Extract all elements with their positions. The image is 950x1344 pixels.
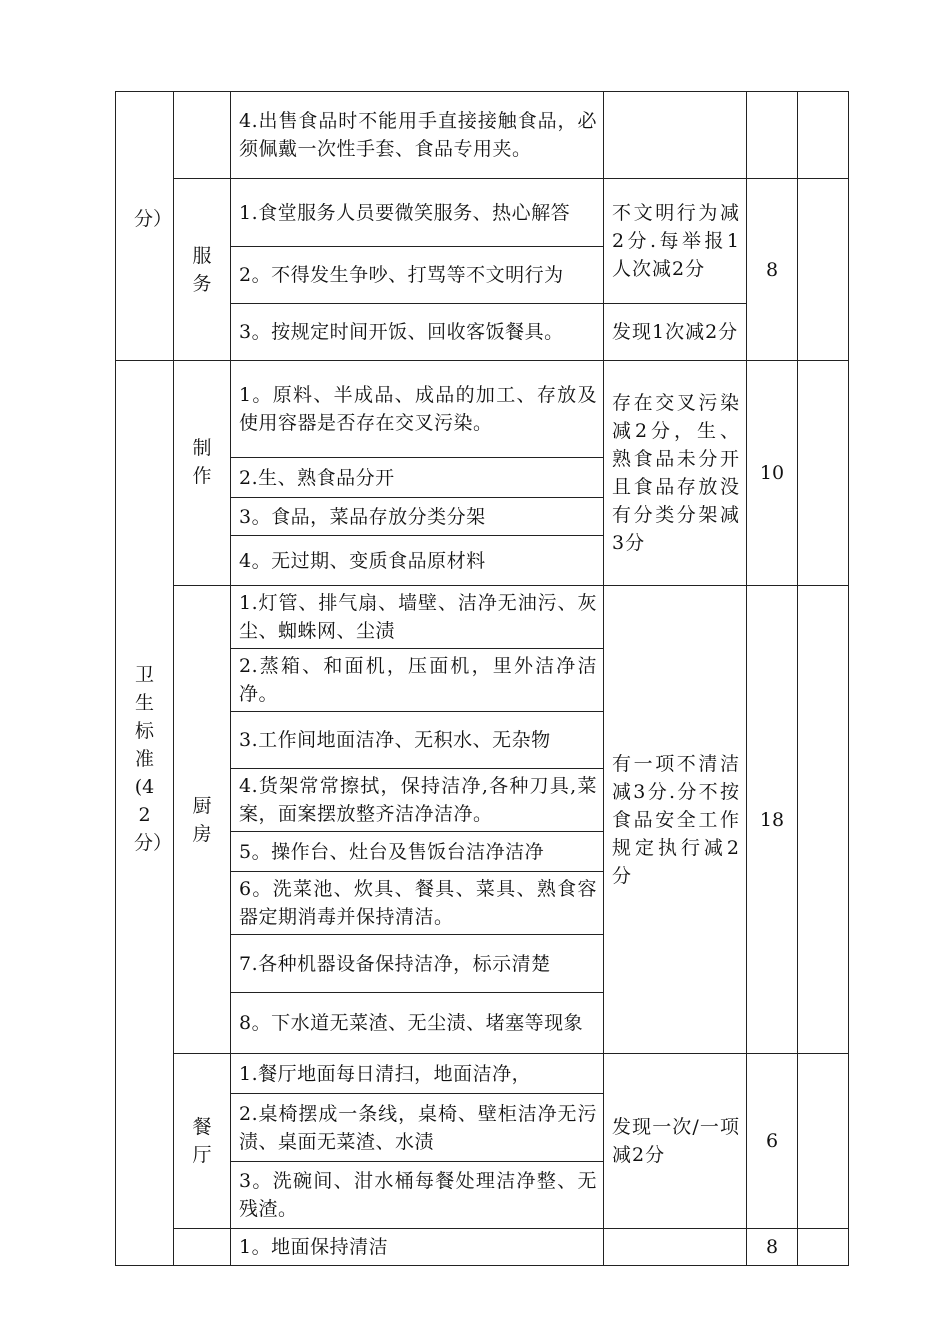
category-cell-prev (116, 92, 174, 361)
table-row (116, 92, 849, 179)
subcategory-cell-service (174, 179, 231, 361)
subcategory-cell-kitchen (174, 586, 231, 1054)
item-cell: 3。食品，菜品存放分类分架 (231, 498, 604, 536)
item-cell: 1.灯管、排气扇、墙壁、洁净无油污、灰尘、蜘蛛网、尘渍 (231, 586, 604, 649)
rule-cell-service-a: 不文明行为减2分.每举报1人次减2分 (604, 179, 747, 304)
item-cell: 2.生、熟食品分开 (231, 458, 604, 498)
subcategory-cell-empty (174, 1229, 231, 1266)
item-cell: 3。按规定时间开饭、回收客饭餐具。 (231, 304, 604, 361)
category-label-prev: 分） (134, 208, 173, 230)
blank-cell (798, 1054, 849, 1229)
evaluation-table (115, 91, 849, 1266)
table-row (116, 361, 849, 458)
score-cell-last: 8 (747, 1229, 798, 1266)
blank-cell (798, 92, 849, 179)
rule-cell-empty (604, 92, 747, 179)
rule-cell-empty (604, 1229, 747, 1266)
score-cell-service: 8 (747, 179, 798, 361)
item-cell: 8。下水道无菜渣、无尘渍、堵塞等现象 (231, 993, 604, 1054)
score-cell-empty (747, 92, 798, 179)
table-row (116, 586, 849, 649)
rule-cell-kitchen: 有一项不清洁减3分.分不按食品安全工作规定执行减2分 (604, 586, 747, 1054)
item-cell: 4.货架常常擦拭，保持洁净,各种刀具,菜案，面案摆放整齐洁净洁净。 (231, 769, 604, 832)
subcategory-label-hall: 餐厅 (192, 1116, 212, 1166)
item-cell: 1。原料、半成品、成品的加工、存放及使用容器是否存在交叉污染。 (231, 361, 604, 458)
item-cell: 3.工作间地面洁净、无积水、无杂物 (231, 712, 604, 769)
item-cell: 3。洗碗间、泔水桶每餐处理洁净整、无残渣。 (231, 1162, 604, 1229)
category-label-hygiene: 卫生标准(42分） (134, 664, 173, 854)
blank-cell (798, 179, 849, 361)
subcategory-label-make: 制作 (192, 437, 212, 487)
item-cell: 2.蒸箱、和面机，压面机，里外洁净洁净。 (231, 649, 604, 712)
subcategory-cell-empty (174, 92, 231, 179)
rule-cell-make: 存在交叉污染减2分，生、熟食品未分开且食品存放没有分类分架减3分 (604, 361, 747, 586)
score-cell-hall: 6 (747, 1054, 798, 1229)
item-cell: 6。洗菜池、炊具、餐具、菜具、熟食容器定期消毒并保持清洁。 (231, 872, 604, 935)
rule-cell-hall: 发现一次/一项减2分 (604, 1054, 747, 1229)
item-cell: 2.桌椅摆成一条线，桌椅、壁柜洁净无污渍、桌面无菜渣、水渍 (231, 1094, 604, 1162)
item-cell: 2。不得发生争吵、打骂等不文明行为 (231, 247, 604, 304)
item-cell: 5。操作台、灶台及售饭台洁净洁净 (231, 832, 604, 872)
item-cell: 7.各种机器设备保持洁净，标示清楚 (231, 935, 604, 993)
item-cell: 1.食堂服务人员要微笑服务、热心解答 (231, 179, 604, 247)
subcategory-cell-make (174, 361, 231, 586)
table-row (116, 179, 849, 247)
item-cell: 1。地面保持清洁 (231, 1229, 604, 1266)
score-cell-make: 10 (747, 361, 798, 586)
item-cell: 1.餐厅地面每日清扫，地面洁净， (231, 1054, 604, 1094)
table-row (116, 1054, 849, 1094)
blank-cell (798, 586, 849, 1054)
subcategory-cell-hall (174, 1054, 231, 1229)
table-row (116, 1229, 849, 1266)
subcategory-label-service: 服务 (192, 244, 212, 295)
item-cell: 4.出售食品时不能用手直接接触食品，必须佩戴一次性手套、食品专用夹。 (231, 92, 604, 179)
category-cell-hygiene (116, 361, 174, 1266)
item-cell: 4。无过期、变质食品原材料 (231, 536, 604, 586)
score-cell-kitchen: 18 (747, 586, 798, 1054)
blank-cell (798, 1229, 849, 1266)
rule-cell-service-b: 发现1次减2分 (604, 304, 747, 361)
blank-cell (798, 361, 849, 586)
subcategory-label-kitchen: 厨房 (192, 794, 212, 845)
